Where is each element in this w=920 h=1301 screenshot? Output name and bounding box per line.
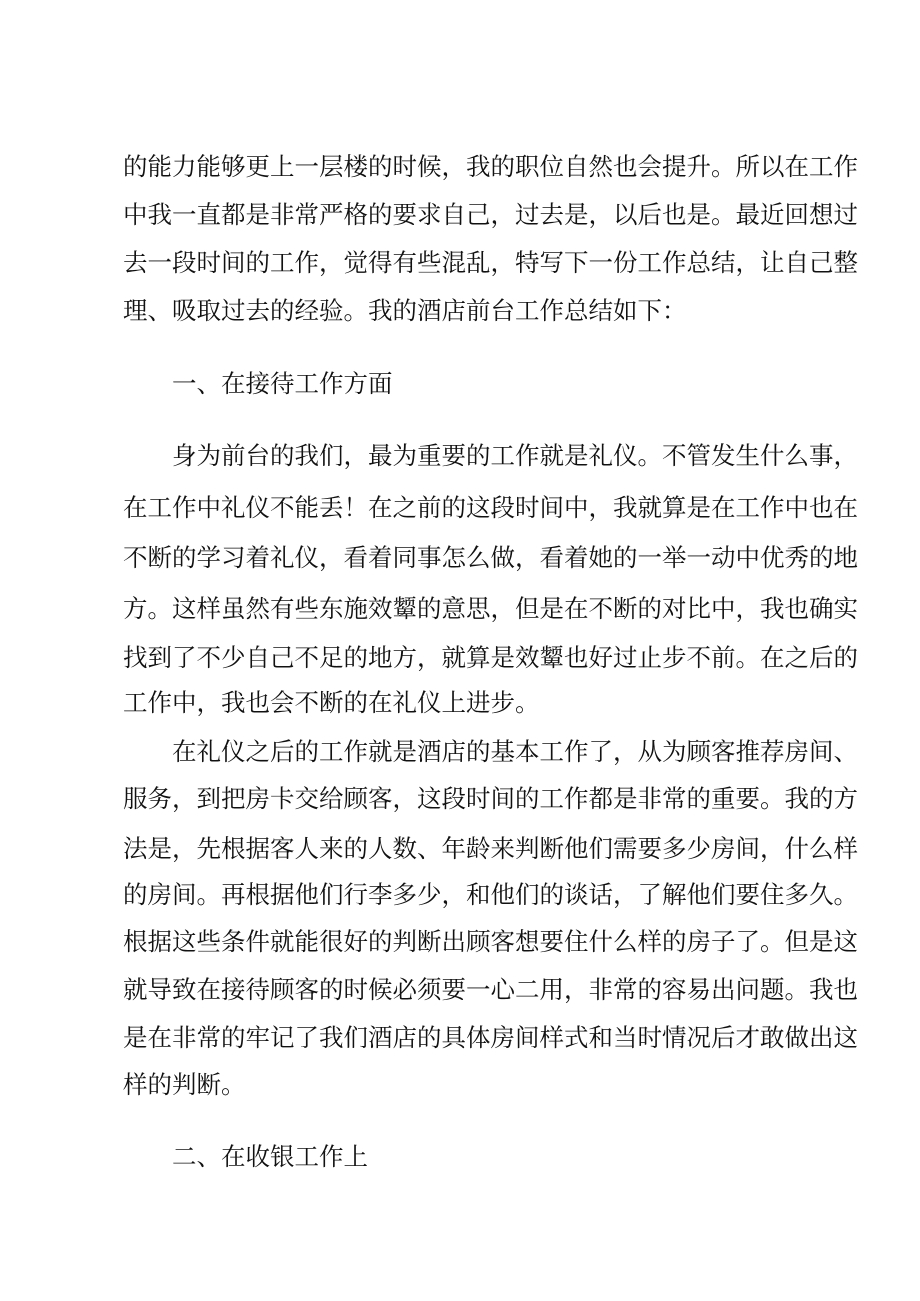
paragraph-line: 方。这样虽然有些东施效颦的意思，但是在不断的对比中，我也确实: [123, 594, 858, 623]
section-heading: 一、在接待工作方面: [172, 369, 393, 398]
paragraph-line: 根据这些条件就能很好的判断出顾客想要住什么样的房子了。但是这: [123, 927, 858, 956]
paragraph-line: 是在非常的牢记了我们酒店的具体房间样式和当时情况后才敢做出这: [123, 1023, 858, 1052]
paragraph-line: 样的判断。: [123, 1070, 246, 1099]
paragraph-line: 的房间。再根据他们行李多少，和他们的谈话，了解他们要住多久。: [123, 880, 858, 909]
paragraph-line: 工作中，我也会不断的在礼仪上进步。: [123, 688, 540, 717]
paragraph-line: 的能力能够更上一层楼的时候，我的职位自然也会提升。所以在工作: [123, 152, 858, 181]
paragraph-line: 理、吸取过去的经验。我的酒店前台工作总结如下：: [123, 296, 687, 325]
paragraph-line: 中我一直都是非常严格的要求自己，过去是，以后也是。最近回想过: [123, 200, 858, 229]
paragraph-line: 在礼仪之后的工作就是酒店的基本工作了，从为顾客推荐房间、: [172, 737, 858, 766]
paragraph-line: 法是，先根据客人来的人数、年龄来判断他们需要多少房间，什么样: [123, 834, 858, 863]
paragraph-line: 不断的学习着礼仪，看着同事怎么做，看着她的一举一动中优秀的地: [123, 543, 858, 572]
paragraph-line: 在工作中礼仪不能丢！在之前的这段时间中，我就算是在工作中也在: [123, 493, 858, 522]
paragraph-line: 服务，到把房卡交给顾客，这段时间的工作都是非常的重要。我的方: [123, 784, 858, 813]
paragraph-line: 找到了不少自己不足的地方，就算是效颦也好过止步不前。在之后的: [123, 643, 858, 672]
paragraph-line: 身为前台的我们，最为重要的工作就是礼仪。不管发生什么事，: [172, 441, 858, 470]
paragraph-line: 去一段时间的工作，觉得有些混乱，特写下一份工作总结，让自己整: [123, 248, 858, 277]
section-heading: 二、在收银工作上: [172, 1142, 368, 1171]
paragraph-line: 就导致在接待顾客的时候必须要一心二用，非常的容易出问题。我也: [123, 975, 858, 1004]
